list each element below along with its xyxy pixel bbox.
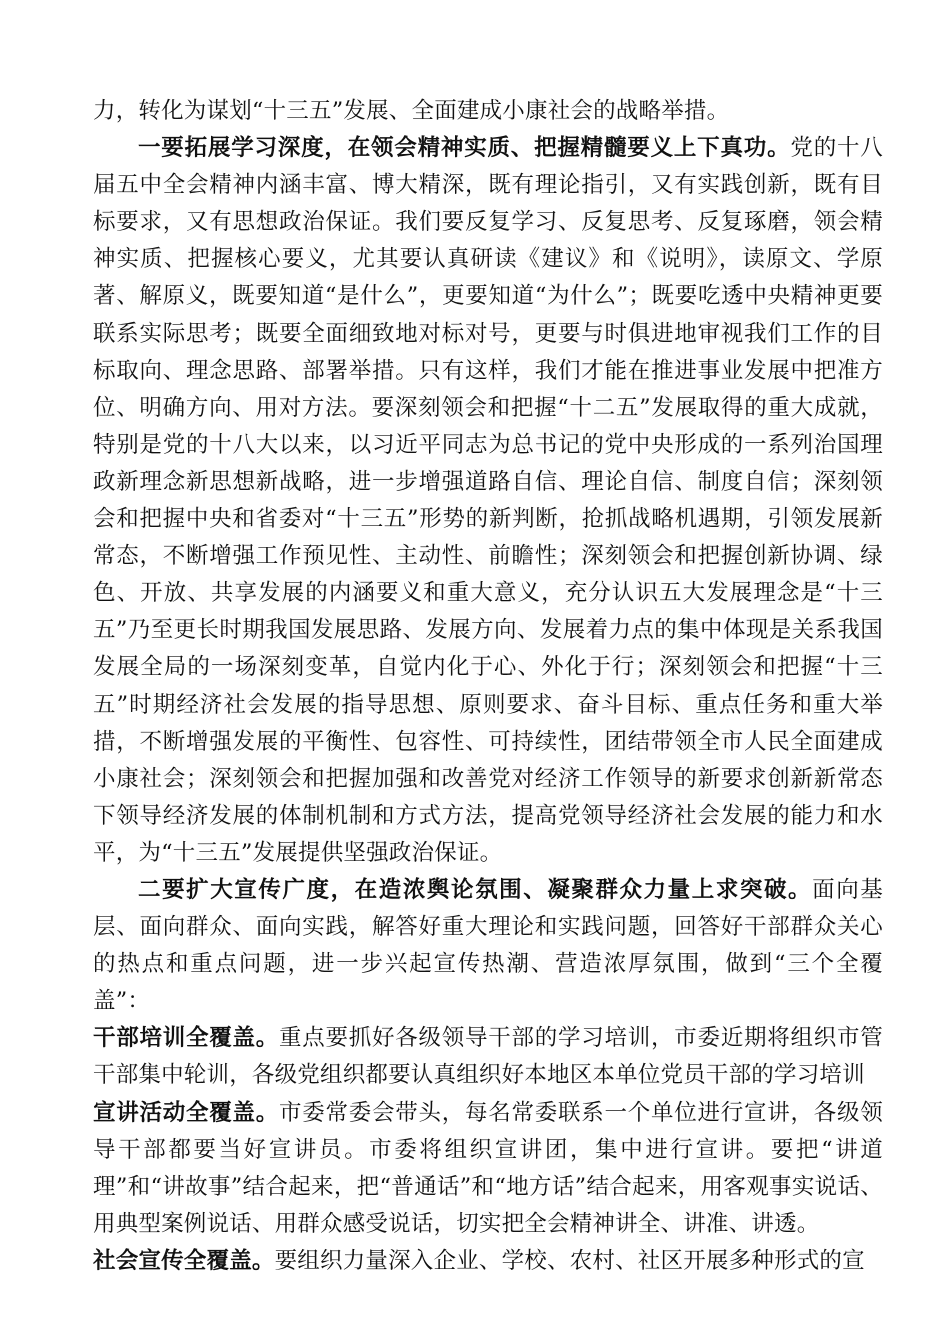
paragraph-study-depth	[93, 130, 883, 872]
paragraph-publicity-breadth	[93, 872, 883, 1020]
text-lecture-activity: 市委常委会带头，每名常委联系一个单位进行宣讲，各级领导干部都要当好宣讲员。市委将组织宣讲团，集中进行宣讲。要把“讲道理”和“讲故事”结合起来，把“普通话”和“地方话”结合起来，用客观事实说话、用典型案例说话、用群众感受说话，切实把全会精神讲全、讲准、讲透。	[93, 1099, 883, 1237]
heading-publicity-breadth: 二要扩大宣传广度，在造浓舆论氛围、凝聚群众力量上求突破。	[138, 876, 813, 903]
heading-cadre-training: 干部培训全覆盖。	[93, 1025, 280, 1052]
text-cadre-training: 重点要抓好各级领导干部的学习培训，市委近期将组织市管干部集中轮训，各级党组织都要认真组织好本地区本单位党员干部的学习培训	[93, 1025, 883, 1089]
heading-lecture-activity: 宣讲活动全覆盖。	[93, 1099, 280, 1126]
paragraph-lecture-activity	[93, 1095, 883, 1243]
paragraph-cadre-training	[93, 1020, 883, 1094]
heading-social-publicity: 社会宣传全覆盖。	[93, 1247, 275, 1274]
text-publicity-breadth: 面向基层、面向群众、面向实践，解答好重大理论和实践问题，回答好干部群众关心的热点和重点问题，进一步兴起宣传热潮、营造浓厚氛围，做到“三个全覆盖”：	[93, 876, 883, 1015]
heading-study-depth: 一要拓展学习深度，在领会精神实质、把握精髓要义上下真功。	[138, 135, 791, 162]
document-body	[93, 93, 883, 1280]
text-study-depth: 党的十八届五中全会精神内涵丰富、博大精深，既有理论指引，又有实践创新，既有目标要求，又有思想政治保证。我们要反复学习、反复思考、反复琢磨，领会精神实质、把握核心要义，尤其要认真研读《建议》和《说明》，读原文、学原著、解原义，既要知道“是什么”，更要知道“为什么”；既要吃透中央精神更要联系实际思考；既要全面细致地对标对号，更要与时俱进地审视我们工作的目标取向、理念思路、部署举措。只有这样，我们才能在推进事业发展中把准方位、明确方向、用对方法。要深刻领会和把握“十二五”发展取得的重大成就，特别是党的十八大以来，以习近平同志为总书记的党中央形成的一系列治国理政新理念新思想新战略，进一步增强道路自信、理论自信、制度自信；深刻领会和把握中央和省委对“十三五”形势的新判断，抢抓战略机遇期，引领发展新常态，不断增强工作预见性、主动性、前瞻性；深刻领会和把握创新协调、绿色、开放、共享发展的内涵要义和重大意义，充分认识五大发展理念是“十三五”乃至更长时期我国发展思路、发展方向、发展着力点的集中体现是关系我国发展全局的一场深刻变革，自觉内化于心、外化于行；深刻领会和把握“十三五”时期经济社会发展的指导思想、原则要求、奋斗目标、重点任务和重大举措，不断增强发展的平衡性、包容性、可持续性，团结带领全市人民全面建成小康社会；深刻领会和把握加强和改善党对经济工作领导的新要求创新新常态下领导经济发展的体制机制和方式方法，提高党领导经济社会发展的能力和水平，为“十三五”发展提供坚强政治保证。	[93, 135, 883, 866]
paragraph-social-publicity	[93, 1243, 883, 1280]
text-social-publicity: 要组织力量深入企业、学校、农村、社区开展多种形式的宣	[274, 1247, 865, 1274]
paragraph-continuation: 力，转化为谋划“十三五”发展、全面建成小康社会的战略举措。	[93, 98, 730, 124]
